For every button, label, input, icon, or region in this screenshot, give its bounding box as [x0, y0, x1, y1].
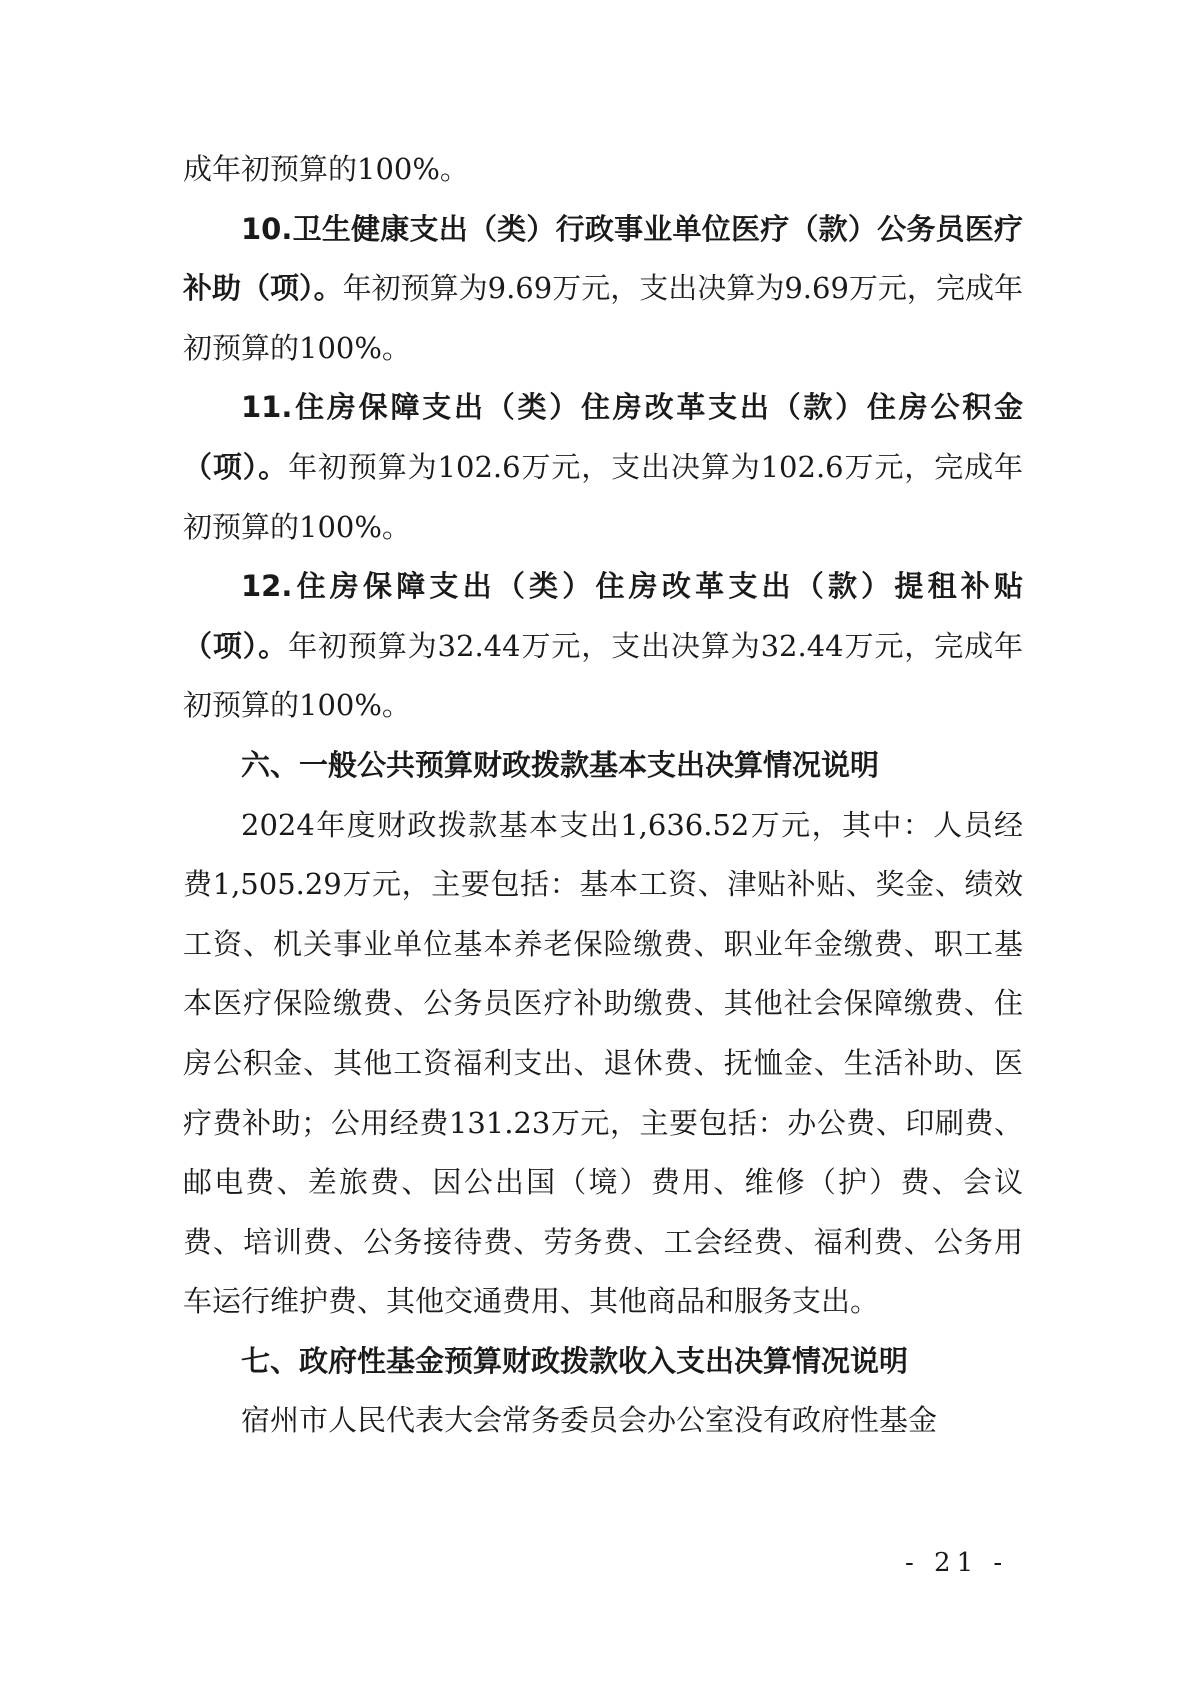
- body-text: [183, 140, 1023, 1451]
- paragraph-item-10: [183, 200, 1023, 379]
- section-heading-7: 七、政府性基金预算财政拨款收入支出决算情况说明: [241, 1343, 909, 1378]
- paragraph-government-fund: 宿州市人民代表大会常务委员会办公室没有政府性基金: [241, 1403, 938, 1438]
- paragraph-item-11: [183, 378, 1023, 557]
- paragraph-item-12: [183, 557, 1023, 736]
- item-10-body: 年初预算为9.69万元，支出决算为9.69万元，完成年初预算的100%。: [183, 271, 1023, 365]
- item-12-body: 年初预算为32.44万元，支出决算为32.44万元，完成年初预算的100%。: [183, 628, 1023, 723]
- item-12-title: 12.住房保障支出（类）住房改革支出（款）提租补贴（项）。: [183, 569, 1023, 663]
- item-11-body: 年初预算为102.6万元，支出决算为102.6万元，完成年初预算的100%。: [183, 449, 1023, 544]
- section-heading-6: 六、一般公共预算财政拨款基本支出决算情况说明: [241, 747, 880, 782]
- item-11-title: 11.住房保障支出（类）住房改革支出（款）住房公积金（项）。: [183, 390, 1023, 484]
- page-number: - 21 -: [905, 1548, 1009, 1578]
- item-10-title: 10.卫生健康支出（类）行政事业单位医疗（款）公务员医疗补助（项）。: [183, 211, 1023, 306]
- paragraph-basic-expenditure: 2024年度财政拨款基本支出1,636.52万元，其中：人员经费1,505.29万元，主要包括：基本工资、津贴补贴、奖金、绩效工资、机关事业单位基本养老保险缴费、职业年金缴费、职工基本医疗保险缴费、公务员医疗补助缴费、其他社会保障缴费、住房公积金、其他工资福利支出、退休费、抚恤金、生活补助、医疗费补助；公用经费131.23万元，主要包括：办公费、印刷费、邮电费、差旅费、因公出国（境）费用、维修（护）费、会议费、培训费、公务接待费、劳务费、工会经费、福利费、公务用车运行维护费、其他交通费用、其他商品和服务支出。: [183, 807, 1023, 1319]
- paragraph-continuation: 成年初预算的100%。: [183, 152, 469, 186]
